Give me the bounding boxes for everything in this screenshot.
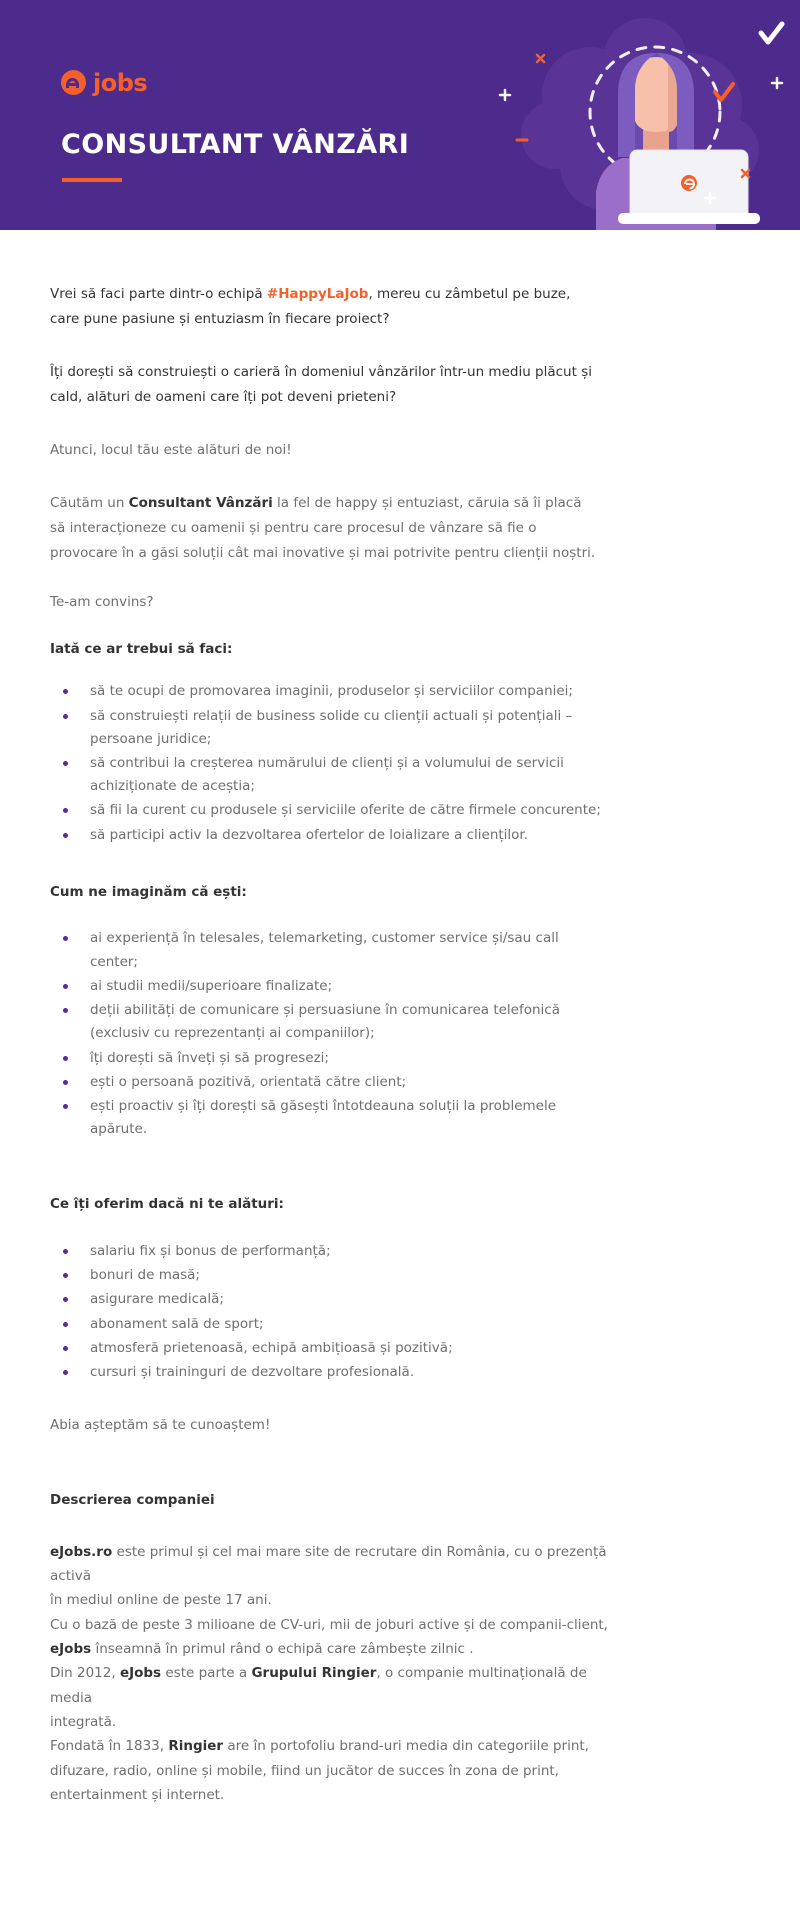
ejobs-wordmark: jobs (93, 68, 148, 97)
ringier-emphasis: Ringier (168, 1738, 224, 1755)
list-item: deții abilități de comunicare și persuasiune în comunicarea telefonică (exclusiv cu reprezentanți ai companiilor); (50, 999, 610, 1045)
spacer (50, 903, 750, 927)
intro-paragraph-1 (50, 282, 598, 332)
spacer (50, 615, 750, 639)
company-l5-c: , o companie multinațională de media (50, 1665, 587, 1706)
intro-paragraph-4 (50, 491, 598, 566)
spacer (50, 660, 750, 680)
intro-paragraph-2: Îți dorești să construiești o carieră în domeniul vânzărilor într-un mediu plăcut și cald, alături de oameni care îți pot deveni prieteni? (50, 363, 592, 405)
company-l4-rest: înseamnă în primul rând o echipă care zâmbește zilnic . (91, 1641, 474, 1658)
spacer (50, 1438, 750, 1490)
company-line-8: difuzare, radio, online și mobile, fiind un jucător de succes în zona de print, (50, 1762, 559, 1779)
list-item: îți dorești să înveți și să progresezi; (50, 1047, 610, 1070)
spacer (50, 1142, 750, 1194)
company-line-1 (50, 1540, 610, 1589)
spacer (50, 1216, 750, 1240)
company-description-heading: Descrierea companiei (50, 1492, 215, 1509)
list-item: ești proactiv și îți dorești să găsești întotdeauna soluții la problemele apărute. (50, 1095, 610, 1141)
list-item: abonament sală de sport; (50, 1313, 610, 1336)
list-item: asigurare medicală; (50, 1288, 610, 1311)
list-item: bonuri de masă; (50, 1264, 610, 1287)
spacer (50, 566, 750, 590)
company-line-4 (50, 1637, 610, 1661)
company-l5-a: Din 2012, (50, 1665, 120, 1682)
grupul-ringier-emphasis: Grupului Ringier (251, 1665, 377, 1682)
job-header-banner (0, 0, 800, 230)
profile-list (50, 927, 750, 1141)
list-item: atmosferă prietenoasă, echipă ambițioasă și pozitivă; (50, 1337, 610, 1360)
intro-paragraph-3: Atunci, locul tău este alături de noi! (50, 441, 292, 458)
spacer (50, 1512, 750, 1540)
spacer (50, 1385, 750, 1413)
list-item: să fii la curent cu produsele și serviciile oferite de către firmele concurente; (50, 799, 610, 822)
list-item: salariu fix și bonus de performanță; (50, 1240, 610, 1263)
intro-p4-after: la fel de happy și entuziast, căruia să îi placă să interacționeze cu oamenii și pentru care procesul de vânzare să fie o provocare în a găsi soluții cât mai inovative și mai potrivite pentru clienții noștri. (50, 494, 596, 561)
list-item: să construiești relații de business solide cu clienții actuali și potențiali – persoane juridice; (50, 705, 610, 751)
title-underline-rule (62, 178, 122, 182)
company-line-7 (50, 1734, 610, 1758)
list-item: ai studii medii/superioare finalizate; (50, 975, 610, 998)
intro-p4-before: Căutăm un (50, 494, 129, 511)
offer-list (50, 1240, 750, 1384)
ejobs-e-circle-icon (61, 70, 86, 95)
company-line-6: integrată. (50, 1713, 117, 1730)
offer-heading: Ce îți oferim dacă ni te alături: (50, 1196, 284, 1213)
intro-p1-after: , mereu cu zâmbetul pe buze, care pune pasiune și entuziasm în fiecare proiect? (50, 286, 571, 327)
responsibilities-heading: Iată ce ar trebui să faci: (50, 640, 233, 657)
list-item: să te ocupi de promovarea imaginii, produselor și serviciilor companiei; (50, 680, 610, 703)
list-item: cursuri și traininguri de dezvoltare profesională. (50, 1361, 610, 1384)
company-line-9: entertainment și internet. (50, 1786, 225, 1803)
intro-paragraph-5: Te-am convins? (50, 593, 154, 610)
spacer (50, 332, 750, 360)
role-name-emphasis: Consultant Vânzări (128, 494, 273, 511)
spacer (50, 410, 750, 438)
header-illustration (440, 0, 800, 230)
list-item: să participi activ la dezvoltarea ofertelor de loializare a clienților. (50, 824, 610, 847)
job-description-body (0, 230, 800, 1867)
responsibilities-list (50, 680, 750, 847)
company-line-2: în mediul online de peste 17 ani. (50, 1592, 272, 1609)
company-l1-rest: este primul și cel mai mare site de recrutare din România, cu o prezență activă (50, 1543, 607, 1585)
list-item: ești o persoană pozitivă, orientată către client; (50, 1071, 610, 1094)
ejobs-ro-emphasis: eJobs.ro (50, 1543, 113, 1560)
ejobs-emphasis-2: eJobs (119, 1665, 162, 1682)
offer-closing-line: Abia așteptăm să te cunoaștem! (50, 1417, 271, 1434)
company-l7-b: are în portofoliu brand-uri media din categoriile print, (223, 1738, 589, 1755)
happylajob-hashtag: #HappyLaJob (266, 286, 369, 302)
ejobs-logo[interactable] (61, 70, 147, 95)
company-l7-a: Fondată în 1833, (50, 1738, 169, 1755)
spacer (50, 1807, 750, 1867)
intro-p1-before: Vrei să faci parte dintr-o echipă (50, 286, 267, 302)
spacer (50, 230, 750, 282)
company-line-3: Cu o bază de peste 3 milioane de CV-uri, mii de joburi active și de companii-client, (50, 1616, 608, 1633)
company-description-text (50, 1540, 610, 1807)
spacer (50, 463, 750, 491)
page-title: CONSULTANT VÂNZĂRI (61, 129, 410, 160)
ejobs-emphasis: eJobs (50, 1641, 92, 1658)
company-line-5 (50, 1661, 610, 1710)
spacer (50, 848, 750, 882)
list-item: să contribui la creșterea numărului de clienți și a volumului de servicii achiziționate de aceștia; (50, 752, 610, 798)
list-item: ai experiență în telesales, telemarketing, customer service și/sau call center; (50, 927, 610, 973)
profile-heading: Cum ne imaginăm că ești: (50, 883, 247, 900)
company-l5-b: este parte a (161, 1665, 252, 1682)
